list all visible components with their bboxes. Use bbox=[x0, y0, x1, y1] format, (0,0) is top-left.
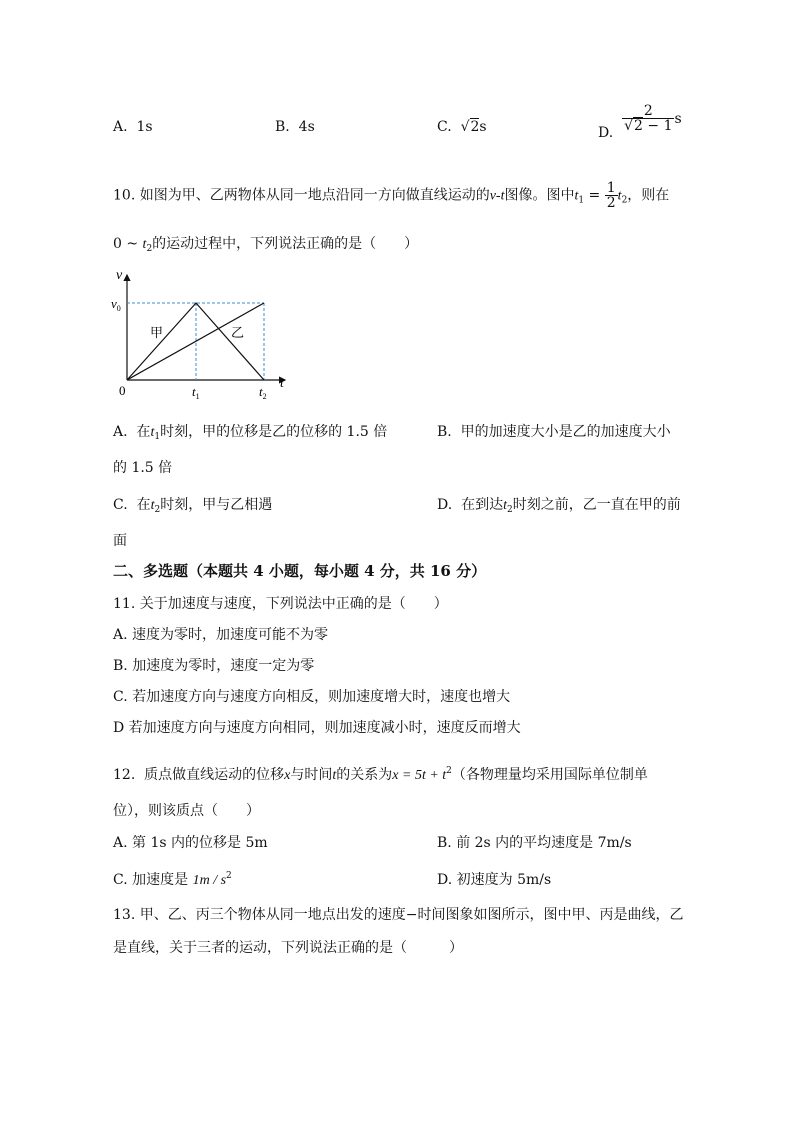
q11-option-b: B. 加速度为零时，速度一定为零 bbox=[113, 658, 315, 674]
q11-option-d: D 若加速度方向与速度方向相同，则加速度减小时，速度反而增大 bbox=[113, 720, 521, 736]
q11-option-a: A. 速度为零时，加速度可能不为零 bbox=[113, 627, 329, 643]
t2-label: $t_2$ bbox=[259, 384, 267, 401]
half-fraction: $\frac{1}{2}$ bbox=[606, 180, 616, 211]
q11-option-c: C. 若加速度方向与速度方向相反，则加速度增大时，速度也增大 bbox=[113, 689, 511, 705]
q11-stem: 11. 关于加速度与速度，下列说法中正确的是（ ） bbox=[113, 596, 448, 612]
q12-option-c: C. 加速度是 $1m / s^2$ bbox=[113, 871, 232, 888]
jia-label: 甲 bbox=[150, 326, 164, 341]
q10-option-d: D. 在到达$t_2$时刻之前，乙一直在甲的前 bbox=[437, 497, 681, 515]
q10-vt-graph bbox=[110, 265, 300, 405]
q9-option-c: C. √2s bbox=[437, 119, 487, 135]
q12-option-b: B. 前 2s 内的平均速度是 7m/s bbox=[437, 835, 632, 851]
q13-stem-line1: 13. 甲、乙、丙三个物体从同一地点出发的速度−时间图象如图所示，图中甲、丙是曲线，乙 bbox=[113, 907, 684, 923]
v-axis-label: v bbox=[116, 268, 123, 283]
q12-option-a: A. 第 1s 内的位移是 5m bbox=[113, 835, 268, 851]
q10-stem-line1: 10. 如图为甲、乙两物体从同一地点沿同一方向做直线运动的v-t图像。图中$t_1$ = $\frac{1}{2}$ $t_2$，则在 bbox=[113, 180, 670, 211]
q10-option-c: C. 在$t_2$时刻，甲与乙相遇 bbox=[113, 497, 273, 515]
q10-option-b-cont: 的 1.5 倍 bbox=[113, 460, 173, 476]
q9-option-d: D. $\frac{2}{√2 - 1}$ s bbox=[598, 103, 682, 141]
q12-option-d: D. 初速度为 5m/s bbox=[437, 872, 552, 888]
q10-stem-line2: 0 ~ $t_2$的运动过程中，下列说法正确的是（ ） bbox=[113, 236, 419, 254]
v0-label: $v_0$ bbox=[111, 296, 121, 313]
q9-d-fraction: $\frac{2}{√2 - 1}$ bbox=[624, 103, 673, 134]
q12-stem-line2: 位），则该质点（ ） bbox=[113, 803, 260, 819]
q9-option-b: B. 4s bbox=[275, 119, 315, 135]
yi-label: 乙 bbox=[231, 326, 245, 341]
q12-stem-line1: 12. 质点做直线运动的位移x与时间t的关系为$x = 5t + t^2$（各物理量均采用国际单位制单 bbox=[113, 766, 648, 783]
t1-label: $t_1$ bbox=[192, 384, 200, 401]
q10-option-d-cont: 面 bbox=[113, 533, 127, 549]
q10-option-a: A. 在$t_1$时刻，甲的位移是乙的位移的 1.5 倍 bbox=[113, 424, 388, 442]
q10-option-b: B. 甲的加速度大小是乙的加速度大小 bbox=[437, 424, 671, 440]
q9-option-a: A. 1s bbox=[113, 119, 153, 135]
q13-stem-line2: 是直线，关于三者的运动，下列说法正确的是（ ） bbox=[113, 940, 463, 956]
section-heading-multiple-choice: 二、多选题（本题共 4 小题，每小题 4 分，共 16 分） bbox=[113, 562, 487, 580]
t-axis-label: t bbox=[280, 376, 284, 391]
origin-label: 0 bbox=[119, 383, 126, 398]
